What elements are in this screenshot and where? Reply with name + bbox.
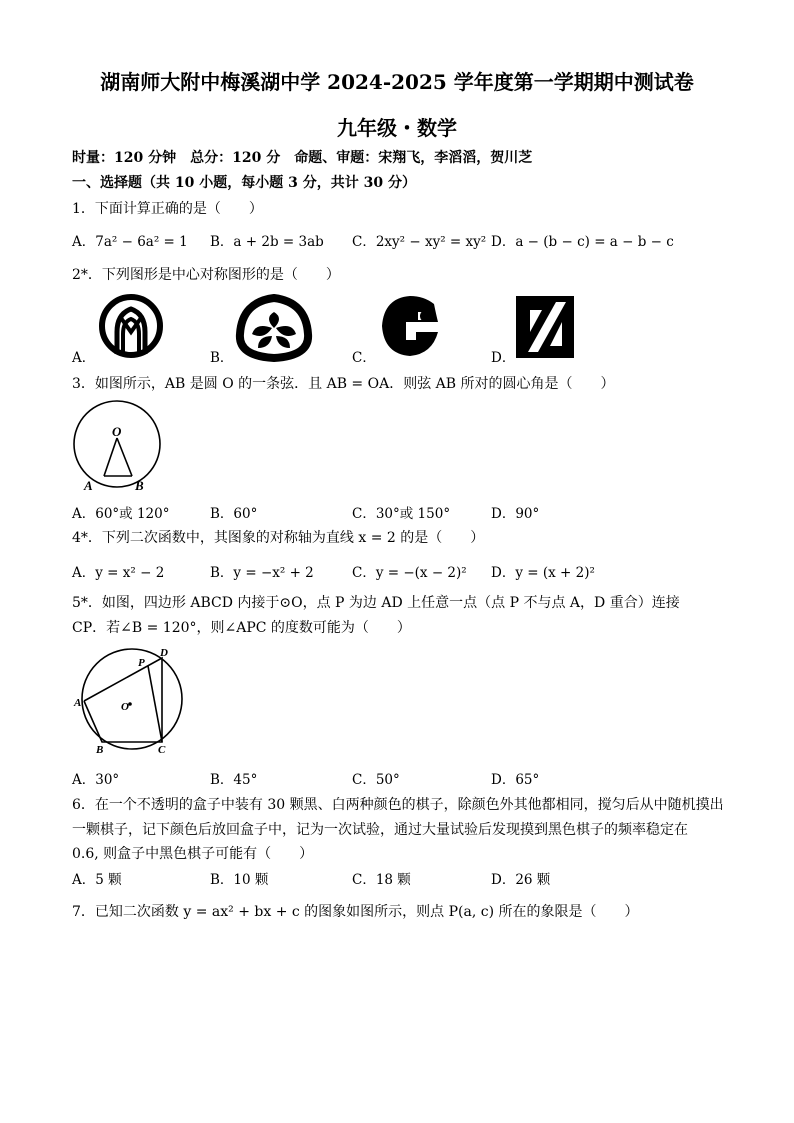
- q3-label-b: B: [135, 478, 144, 493]
- question-7-stem: 7．已知二次函数 y = ax² + bx + c 的图象如图所示，则点 P(a, c) 所在的象限是（ ）: [72, 904, 639, 920]
- q5-label-d: D: [160, 647, 168, 659]
- question-1-option-d: D．a − (b − c) = a − b − c: [491, 234, 674, 250]
- question-5-option-d: D．65°: [491, 772, 540, 788]
- question-1-option-c: C．2xy² − xy² = xy²: [352, 234, 487, 250]
- figure-a-emblem: [96, 292, 166, 360]
- q5-label-a: A: [74, 697, 82, 709]
- question-3-option-d: D．90°: [491, 506, 540, 522]
- q5-label-b: B: [96, 744, 104, 756]
- question-5-stem-line1: 5*．如图，四边形 ABCD 内接于⊙O，点 P 为边 AD 上任意一点（点 P 不与点 A，D 重合）连接: [72, 595, 680, 611]
- question-4-stem: 4*．下列二次函数中，其图象的对称轴为直线 x = 2 的是（ ）: [72, 530, 485, 546]
- exam-subtitle: 九年级・数学: [337, 116, 457, 140]
- question-5-option-c: C．50°: [352, 772, 400, 788]
- question-5-option-a: A．30°: [72, 772, 120, 788]
- question-6-line2: 一颗棋子，记下颜色后放回盒子中，记为一次试验，通过大量试验后发现摸到黑色棋子的频率稳定在: [72, 822, 688, 838]
- question-6-option-b: B．10 颗: [210, 872, 269, 888]
- question-2-option-c: C．: [352, 350, 376, 366]
- question-2-option-d: D．: [491, 350, 516, 366]
- question-1-option-b: B．a + 2b = 3ab: [210, 234, 324, 250]
- question-3-option-b: B．60°: [210, 506, 258, 522]
- question-4-option-a: A．y = x² − 2: [72, 565, 165, 581]
- question-4-option-c: C．y = −(x − 2)²: [352, 565, 467, 581]
- q3-label-a: A: [84, 478, 93, 493]
- exam-meta: 时量：120 分钟 总分：120 分 命题、审题：宋翔飞，李滔滔，贺川芝: [72, 150, 533, 166]
- question-1-stem: 1．下面计算正确的是（ ）: [72, 201, 263, 217]
- exam-title: 湖南师大附中梅溪湖中学 2024-2025 学年度第一学期期中测试卷: [100, 70, 694, 94]
- question-4-option-b: B．y = −x² + 2: [210, 565, 314, 581]
- question-5-option-b: B．45°: [210, 772, 258, 788]
- question-2-stem: 2*．下列图形是中心对称图形的是（ ）: [72, 267, 340, 283]
- q5-label-o: O: [121, 701, 129, 713]
- question-3-option-a: A．60°或 120°: [72, 506, 170, 522]
- question-3-stem: 3．如图所示，AB 是圆 O 的一条弦．且 AB = OA．则弦 AB 所对的圆心角是（ ）: [72, 376, 615, 392]
- q5-label-c: C: [158, 744, 166, 756]
- figure-b-leaf: [236, 294, 312, 360]
- question-2-option-a: A．: [72, 350, 96, 366]
- figure-d-square-s: [516, 296, 576, 358]
- question-3-figure: [72, 398, 164, 494]
- figure-c-g-logo: [376, 292, 446, 360]
- question-4-option-d: D．y = (x + 2)²: [491, 565, 595, 581]
- question-6-line1: 6．在一个不透明的盒子中装有 30 颗黑、白两种颜色的棋子，除颜色外其他都相同，搅匀后从中随机摸出: [72, 797, 724, 813]
- section-heading: 一、选择题（共 10 小题，每小题 3 分，共计 30 分）: [72, 175, 416, 191]
- question-3-option-c: C．30°或 150°: [352, 506, 451, 522]
- question-6-line3: 0.6, 则盒子中黑色棋子可能有（ ）: [72, 846, 314, 862]
- q3-label-o: O: [112, 424, 122, 439]
- question-6-option-a: A．5 颗: [72, 872, 122, 888]
- question-5-stem-line2: CP．若∠B = 120°，则∠APC 的度数可能为（ ）: [72, 620, 411, 636]
- question-2-option-b: B．: [210, 350, 234, 366]
- q5-label-p: P: [138, 657, 145, 669]
- question-6-option-d: D．26 颗: [491, 872, 551, 888]
- question-5-figure: [72, 644, 188, 756]
- question-6-option-c: C．18 颗: [352, 872, 411, 888]
- question-1-option-a: A．7a² − 6a² = 1: [72, 234, 188, 250]
